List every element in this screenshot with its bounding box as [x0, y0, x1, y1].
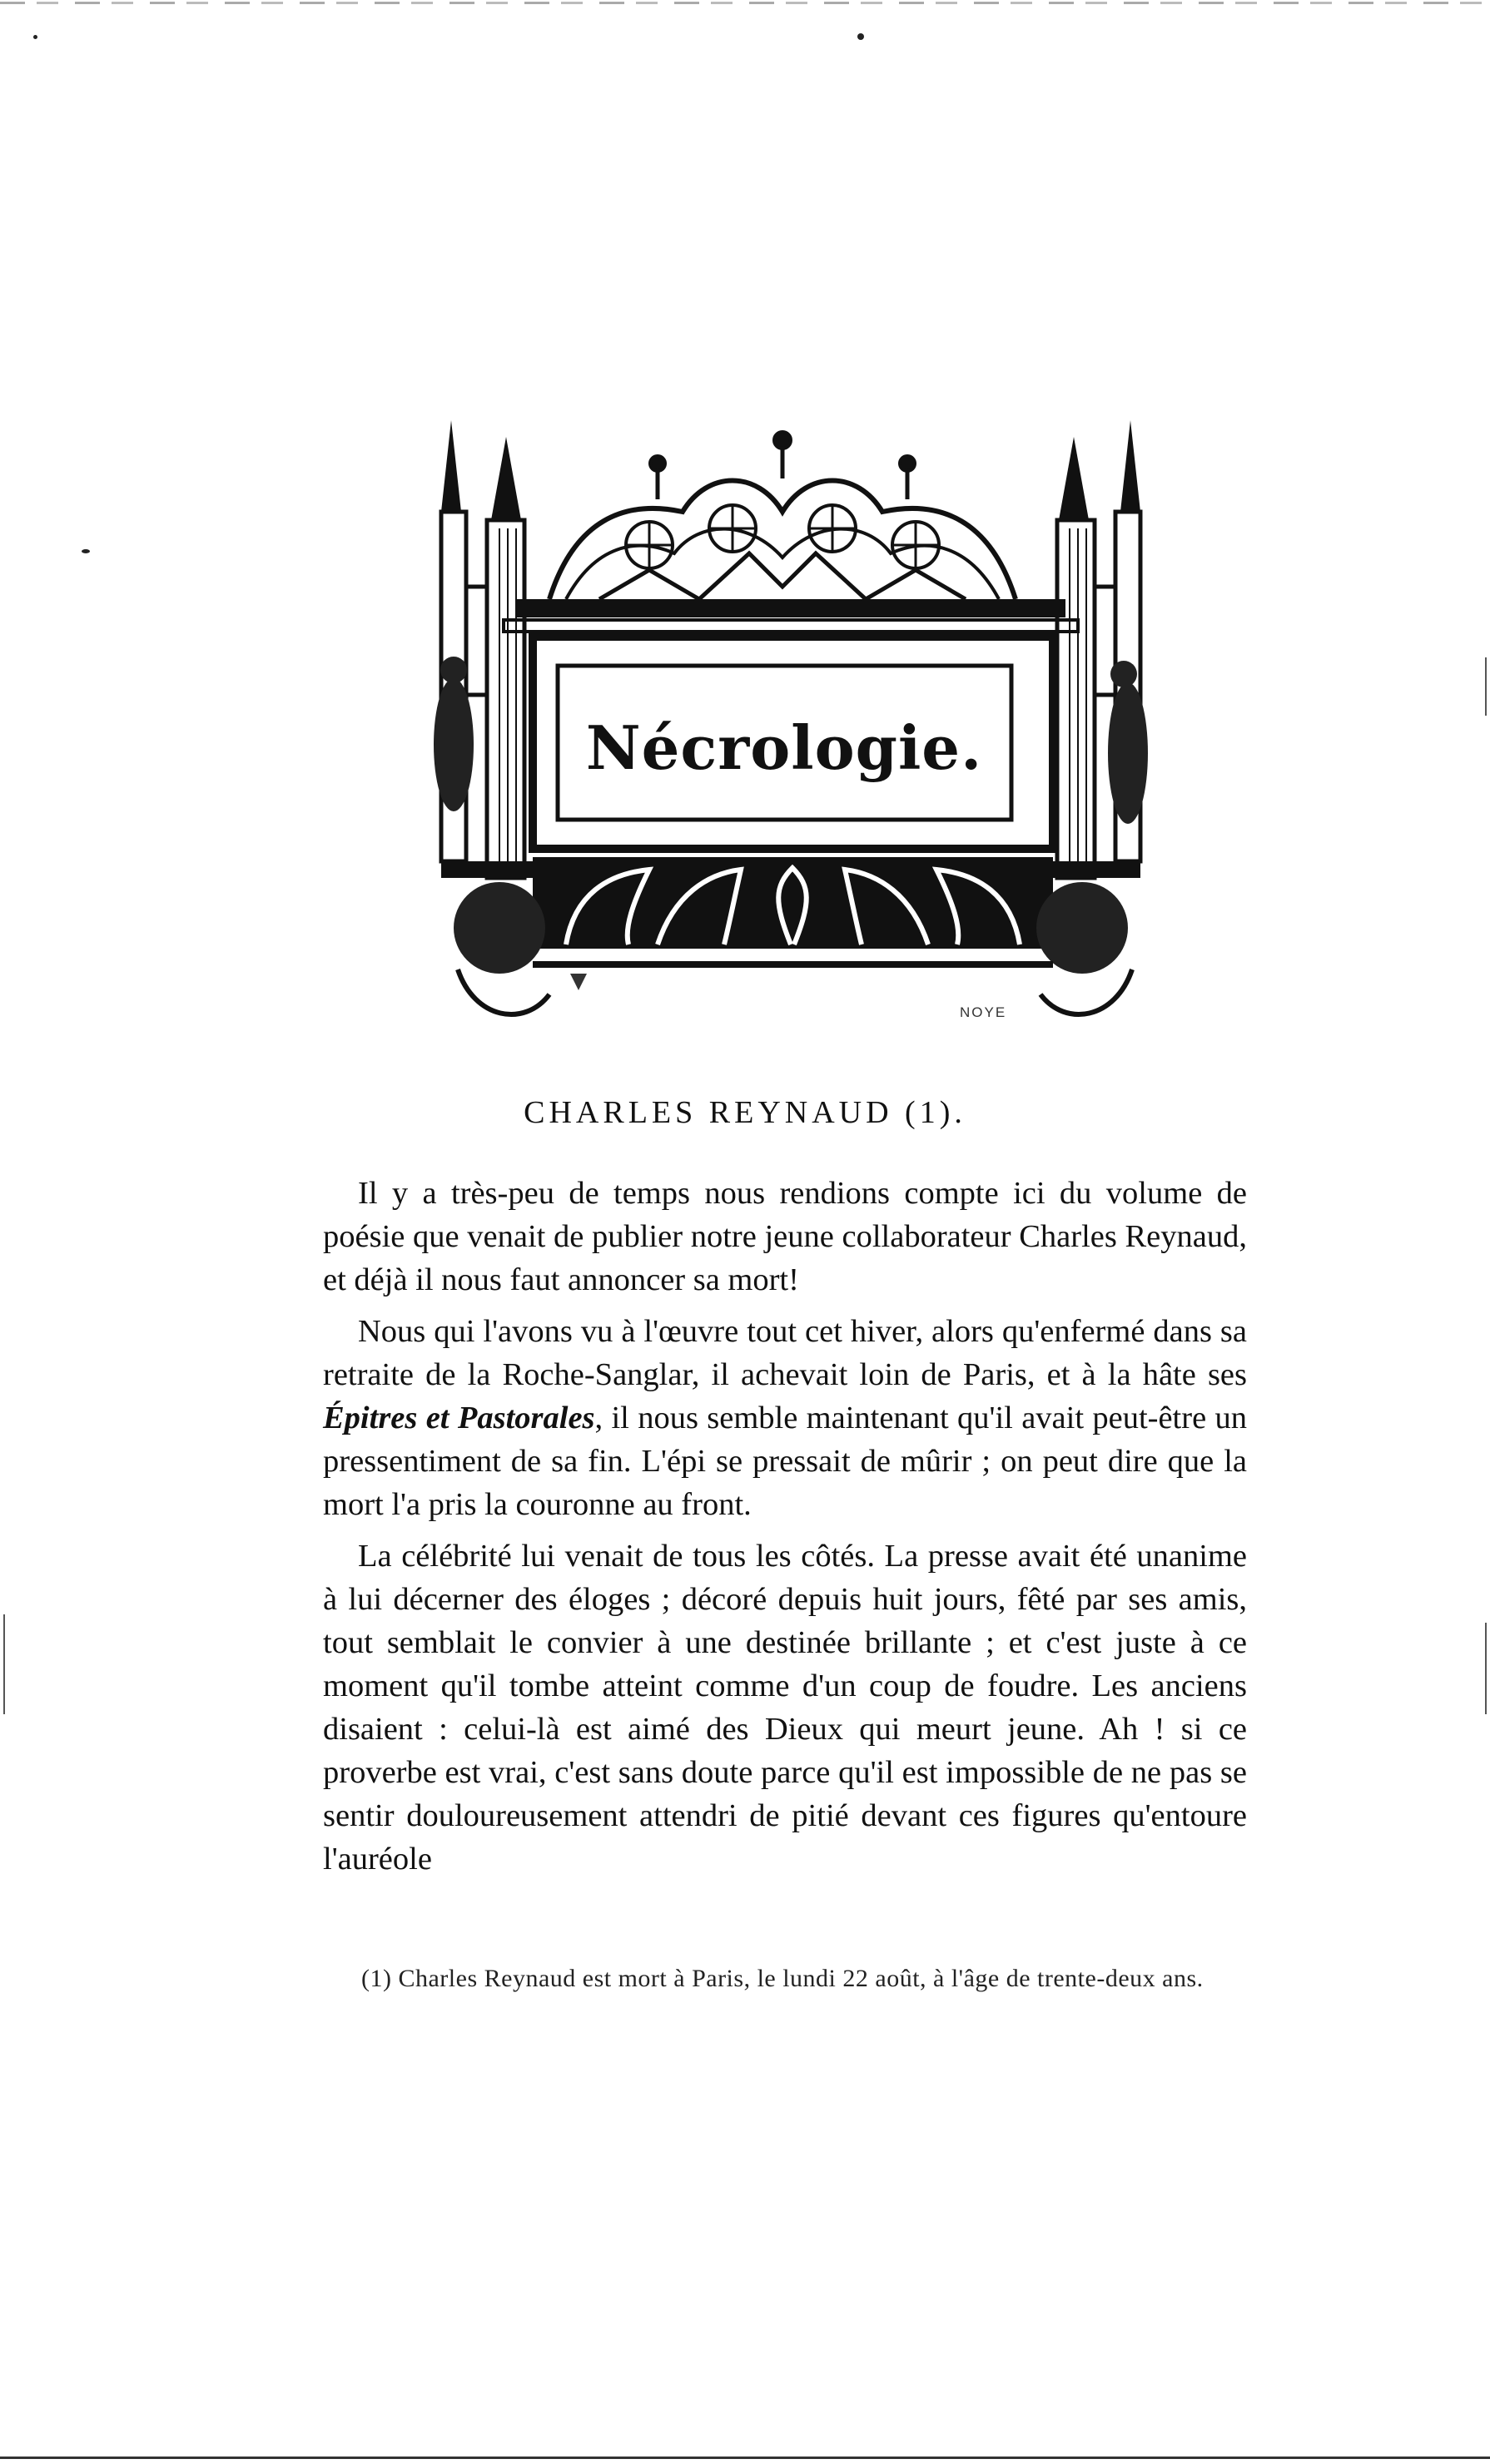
paragraph-text: , il nous semble maintenant qu'il avait peut-être un pressentiment de sa fin. L'épi se pressait de mûrir ; on peut dire que la mort l'a pris la couronne au front. [323, 1401, 1247, 1522]
margin-mark [3, 1614, 5, 1714]
paragraph [323, 1534, 1247, 1881]
paragraph-text: Il y a très-peu de temps nous rendions compte ici du volume de poésie que venait de publier notre jeune collaborateur Charles Reynaud, et déjà il nous faut annoncer sa mort! [323, 1176, 1247, 1297]
paragraph [323, 1172, 1247, 1301]
margin-mark [1485, 1623, 1487, 1714]
paragraph-text: Nous qui l'avons vu à l'œuvre tout cet hiver, alors qu'enfermé dans sa retraite de la Roche-Sanglar, il achevait loin de Paris, et à la hâte ses [323, 1314, 1247, 1392]
ink-speck [857, 33, 864, 40]
top-edge-rule [0, 2, 1490, 4]
paragraph [323, 1310, 1247, 1526]
ink-speck [82, 549, 90, 553]
engraver-signature: NOYE [960, 1004, 1007, 1020]
margin-mark [1485, 657, 1487, 716]
ink-speck [33, 35, 37, 39]
book-title: Épitres et Pastorales [323, 1401, 595, 1435]
footnote: (1) Charles Reynaud est mort à Paris, le lundi 22 août, à l'âge de trente-deux ans. [361, 1965, 1204, 1992]
bottom-edge-rule [0, 2457, 1490, 2459]
article-heading: CHARLES REYNAUD (1). [524, 1095, 966, 1130]
paragraph-text: La célébrité lui venait de tous les côtés. La presse avait été unanime à lui décerner des éloges ; décoré depuis huit jours, fêté par ses amis, tout semblait le convier à une destinée brillante ; et c'est juste à ce moment qu'il tombe atteint comme d'un coup de foudre. Les anciens disaient : celui-là est aimé des Dieux qui meurt jeune. Ah ! si ce proverbe est vrai, c'est sans doute parce qu'il est impossible de ne pas se sentir douloureusement attendri de pitié devant ces figures qu'entoure l'auréole [323, 1539, 1247, 1877]
plate-title: Nécrologie. [585, 711, 983, 783]
article-body [323, 1172, 1247, 1889]
